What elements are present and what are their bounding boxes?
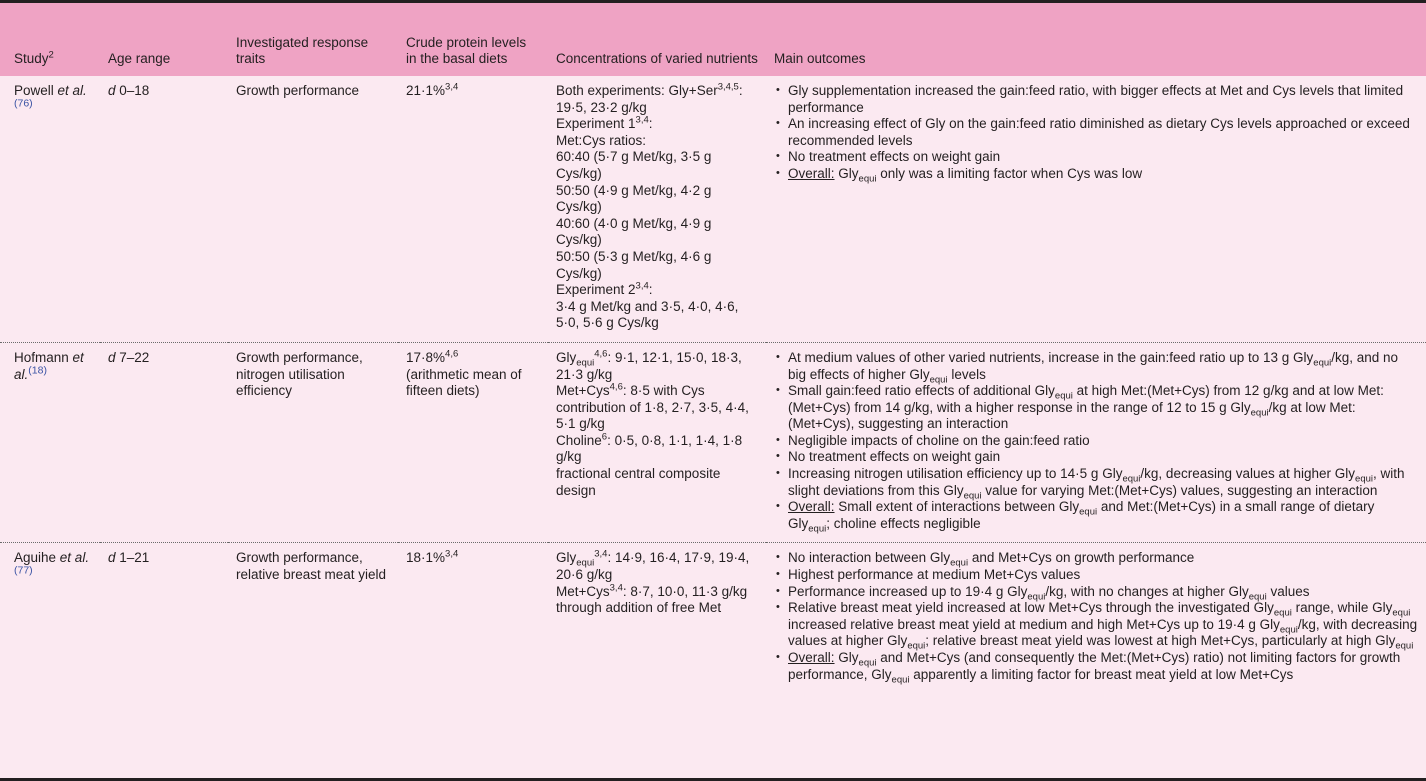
crude-protein-note: (arithmetic mean of fifteen diets): [406, 366, 522, 399]
nutrient-line: Gly$_{equi}^{3,4}$: 14·9, 16·4, 17·9, 19·4, 20·6 g/kg: [556, 548, 750, 583]
nutrient-line: Met+Cys$^{3,4}$: 8·7, 10·0, 11·3 g/kg through addition of free Met: [556, 582, 748, 616]
cell-concentrations: [548, 76, 766, 342]
reference-link[interactable]: (76): [14, 97, 33, 110]
cell-main-outcomes: [766, 76, 1426, 342]
cell-concentrations: [548, 342, 766, 543]
footnote-marker: 4,6: [594, 348, 608, 360]
column-header-label: Main outcomes: [774, 51, 866, 66]
crude-protein-footnote-marker: 3,4: [445, 81, 459, 93]
cell-study: [0, 76, 100, 342]
cell-main-outcomes: [766, 342, 1426, 543]
crude-protein-footnote-marker: 3,4: [445, 548, 459, 560]
nutrient-line: Gly$_{equi}^{4,6}$: 9·1, 12·1, 15·0, 18·3, 21·3 g/kg: [556, 348, 742, 382]
header-row: [0, 3, 1426, 76]
nutrient-line: 40:60 (4·0 g Met/kg, 4·9 g Cys/kg): [556, 215, 712, 248]
footnote-marker: 6: [601, 431, 608, 443]
nutrient-line: Experiment 1$^{3,4}$:: [556, 114, 653, 132]
outcome-item: • No treatment effects on weight gain: [774, 149, 1418, 166]
column-header-label: Study: [14, 51, 49, 66]
outcome-item: • Increasing nitrogen utilisation efficiency up to 14·5 g Gly$_{equi}$/kg, decreasing values at higher Gly$_{equi}$, with slight deviations from this Gly$_{equi}$ value for varying Met:(Met+Cys) values, suggesting an interaction: [774, 466, 1418, 499]
age-range-value: 0–18: [115, 83, 150, 98]
outcome-item: • No interaction between Gly$_{equi}$ and Met+Cys on growth performance: [774, 550, 1418, 567]
outcome-item: • Negligible impacts of choline on the gain:feed ratio: [774, 433, 1418, 450]
age-range-value: 1–21: [115, 550, 150, 566]
cell-crude-protein: [398, 342, 548, 543]
studies-table: [0, 3, 1426, 693]
nutrient-line: 60:40 (5·7 g Met/kg, 3·5 g Cys/kg): [556, 149, 712, 181]
cell-response-traits: Growth performance: [228, 76, 398, 342]
study-name: Powell et al.$^{(76)}$: [14, 83, 87, 110]
footnote-marker: 3,4: [609, 582, 623, 594]
et-al: et al.: [57, 83, 87, 98]
outcomes-list: [774, 83, 1418, 183]
outcome-item: • Gly supplementation increased the gain:feed ratio, with bigger effects at Met and Cys levels that limited performance: [774, 83, 1418, 116]
column-header-label: Age range: [108, 51, 171, 66]
et-al: et al.: [59, 550, 90, 566]
nutrient-line: Both experiments: Gly+Ser$^{3,4,5}$: 19·5, 23·2 g/kg: [556, 81, 743, 115]
cell-main-outcomes: [766, 543, 1426, 693]
crude-protein-value: 17·8%$^{4,6}$: [406, 348, 459, 365]
age-range-unit: d: [108, 349, 116, 365]
column-header-label: Crude protein levels in the basal diets: [406, 35, 527, 66]
nutrient-line: 50:50 (5·3 g Met/kg, 4·6 g Cys/kg): [556, 248, 712, 281]
age-range-unit: d: [108, 550, 116, 566]
table-row: [0, 342, 1426, 543]
outcome-overall-item: • Overall: Small extent of interactions between Gly$_{equi}$ and Met:(Met+Cys) in a small range of dietary Gly$_{equi}$; choline effects negligible: [774, 499, 1418, 532]
column-header-age-range: [100, 3, 228, 76]
nutrient-line: Met:Cys ratios:: [556, 132, 647, 148]
outcome-item: • Relative breast meat yield increased at low Met+Cys through the investigated Gly$_{equi}$ range, while Gly$_{equi}$ increased relative breast meat yield at medium and high Met+Cys up to 19·4 g Gly$_{equi}$/kg, with decreasing values at higher Gly$_{equi}$; relative breast meat yield was lowest at high Met+Cys, particularly at high Gly$_{equi}$: [774, 600, 1418, 650]
column-header-concentrations: [548, 3, 766, 76]
column-header-main-outcomes: [766, 3, 1426, 76]
outcome-item: • At medium values of other varied nutrients, increase in the gain:feed ratio up to 13 g Gly$_{equi}$/kg, and no big effects of higher Gly$_{equi}$ levels: [774, 350, 1418, 383]
crude-protein-footnote-marker: 4,6: [445, 348, 459, 360]
outcome-item: • Highest performance at medium Met+Cys values: [774, 567, 1418, 584]
outcome-item: • No treatment effects on weight gain: [774, 449, 1418, 466]
nutrient-line: fractional central composite design: [556, 466, 721, 498]
study-name: Hofmann et al.$^{(18)}$: [14, 349, 84, 382]
footnote-marker: 4,6: [609, 381, 623, 393]
cell-age-range: [100, 342, 228, 543]
table-row: [0, 543, 1426, 693]
column-header-study: [0, 3, 100, 76]
nutrient-line: Experiment 2$^{3,4}$:: [556, 280, 653, 298]
cell-study: [0, 543, 100, 693]
cell-crude-protein: [398, 543, 548, 693]
reference-link[interactable]: (18): [28, 364, 47, 376]
cell-age-range: [100, 543, 228, 693]
column-header-response-traits: [228, 3, 398, 76]
nutrient-line: Choline$^6$: 0·5, 0·8, 1·1, 1·4, 1·8 g/kg: [556, 431, 743, 465]
outcomes-list: [774, 550, 1418, 686]
column-header-crude-protein: [398, 3, 548, 76]
footnote-marker: 3,4: [635, 280, 649, 292]
table-body: [0, 76, 1426, 693]
nutrient-line: 3·4 g Met/kg and 3·5, 4·0, 4·6, 5·0, 5·6 g Cys/kg: [556, 298, 739, 331]
footnote-marker: 3,4: [635, 114, 649, 126]
outcome-item: • An increasing effect of Gly on the gain:feed ratio diminished as dietary Cys levels approached or exceed recommended levels: [774, 116, 1418, 149]
nutrient-line: Met+Cys$^{4,6}$: 8·5 with Cys contribution of 1·8, 2·7, 3·5, 4·4, 5·1 g/kg: [556, 381, 749, 432]
table-row: [0, 76, 1426, 342]
outcome-overall-item: • Overall: Gly$_{equi}$ and Met+Cys (and consequently the Met:(Met+Cys) ratio) not limiting factors for growth performance, Gly$_{equi}$ apparently a limiting factor for breast meat yield at low Met+Cys: [774, 650, 1418, 683]
cell-study: [0, 342, 100, 543]
column-header-label: Concentrations of varied nutrients: [556, 51, 758, 66]
outcome-item: • Performance increased up to 19·4 g Gly$_{equi}$/kg, with no changes at higher Gly$_{equi}$ values: [774, 584, 1418, 601]
age-range-unit: d: [108, 83, 116, 98]
cell-concentrations: [548, 543, 766, 693]
footnote-marker: 3,4: [594, 548, 608, 560]
crude-protein-value: 18·1%$^{3,4}$: [406, 548, 459, 566]
column-header-footnote-marker: 2: [48, 49, 54, 61]
nutrient-line: 50:50 (4·9 g Met/kg, 4·2 g Cys/kg): [556, 182, 712, 215]
column-header-label: Investigated response traits: [236, 35, 369, 66]
footnote-marker: 3,4,5: [717, 81, 739, 93]
cell-response-traits: Growth performance, nitrogen utilisation efficiency: [228, 342, 398, 543]
crude-protein-value: 21·1%$^{3,4}$: [406, 81, 459, 98]
outcomes-list: [774, 350, 1418, 533]
age-range-value: 7–22: [115, 349, 150, 365]
outcome-item: • Small gain:feed ratio effects of additional Gly$_{equi}$ at high Met:(Met+Cys) from 12 g/kg and at low Met:(Met+Cys) from 14 g/kg, with a higher response in the range of 12 to 15 g Gly$_{equi}$/kg at low Met:(Met+Cys), suggesting an interaction: [774, 383, 1418, 433]
cell-age-range: [100, 76, 228, 342]
cell-crude-protein: [398, 76, 548, 342]
et-al: et al.: [14, 349, 84, 382]
cell-response-traits: Growth performance, relative breast meat yield: [228, 543, 398, 693]
reference-link[interactable]: (77): [14, 564, 33, 577]
outcome-overall-item: • Overall: Gly$_{equi}$ only was a limiting factor when Cys was low: [774, 166, 1418, 183]
table-header: [0, 3, 1426, 76]
study-name: Aguihe et al.$^{(77)}$: [14, 550, 90, 577]
